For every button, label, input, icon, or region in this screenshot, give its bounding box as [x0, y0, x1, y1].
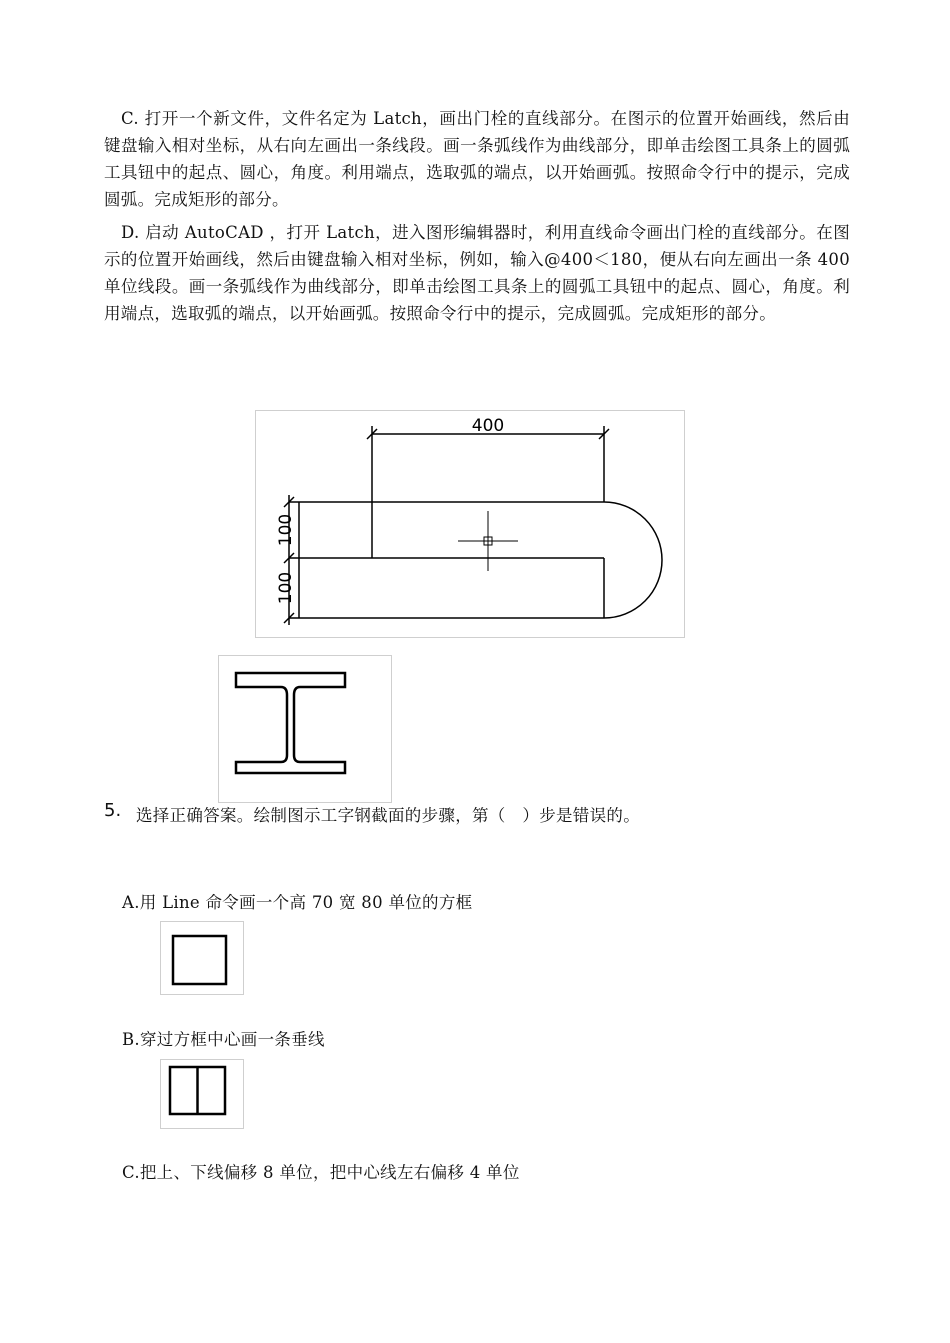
step-a-text: A.用 Line 命令画一个高 70 宽 80 单位的方框 — [122, 893, 473, 912]
step-c-text: C.把上、下线偏移 8 单位，把中心线左右偏移 4 单位 — [122, 1163, 520, 1182]
question-text: 选择正确答案。绘制图示工字钢截面的步骤，第（ ）步是错误的。 — [136, 806, 640, 825]
dim-100-lower-label: 100 — [276, 571, 296, 605]
i-beam-section-drawing — [218, 655, 392, 803]
step-b-box-drawing — [160, 1059, 244, 1129]
option-c-paragraph: C. 打开一个新文件，文件名定为 Latch，画出门栓的直线部分。在图示的位置开始画线，然后由键盘输入相对坐标，从右向左画出一条线段。画一条弧线作为曲线部分，即单击绘图工具条上的圆弧工具钮中的起点、圆心，角度。利用端点，选取弧的端点，以开始画弧。按照命令行中的提示，完成圆弧。完成矩形的部分。 — [104, 109, 850, 209]
step-b-text: B.穿过方框中心画一条垂线 — [122, 1030, 325, 1049]
latch-drawing — [255, 410, 685, 638]
dim-100-upper-label: 100 — [276, 513, 296, 547]
step-a-box-drawing — [160, 921, 244, 995]
option-d-paragraph: D. 启动 AutoCAD ，打开 Latch，进入图形编辑器时，利用直线命令画出门栓的直线部分。在图示的位置开始画线，然后由键盘输入相对坐标，例如，输入@400＜180，便从右向左画出一条 400 单位线段。画一条弧线作为曲线部分，即单击绘图工具条上的圆弧工具钮中的起点、圆心，角度。利用端点，选取弧的端点，以开始画弧。按照命令行中的提示，完成圆弧。完成矩形的部分。 — [104, 223, 850, 323]
dim-400-label: 400 — [471, 416, 505, 436]
question-number: 5. — [104, 800, 122, 821]
